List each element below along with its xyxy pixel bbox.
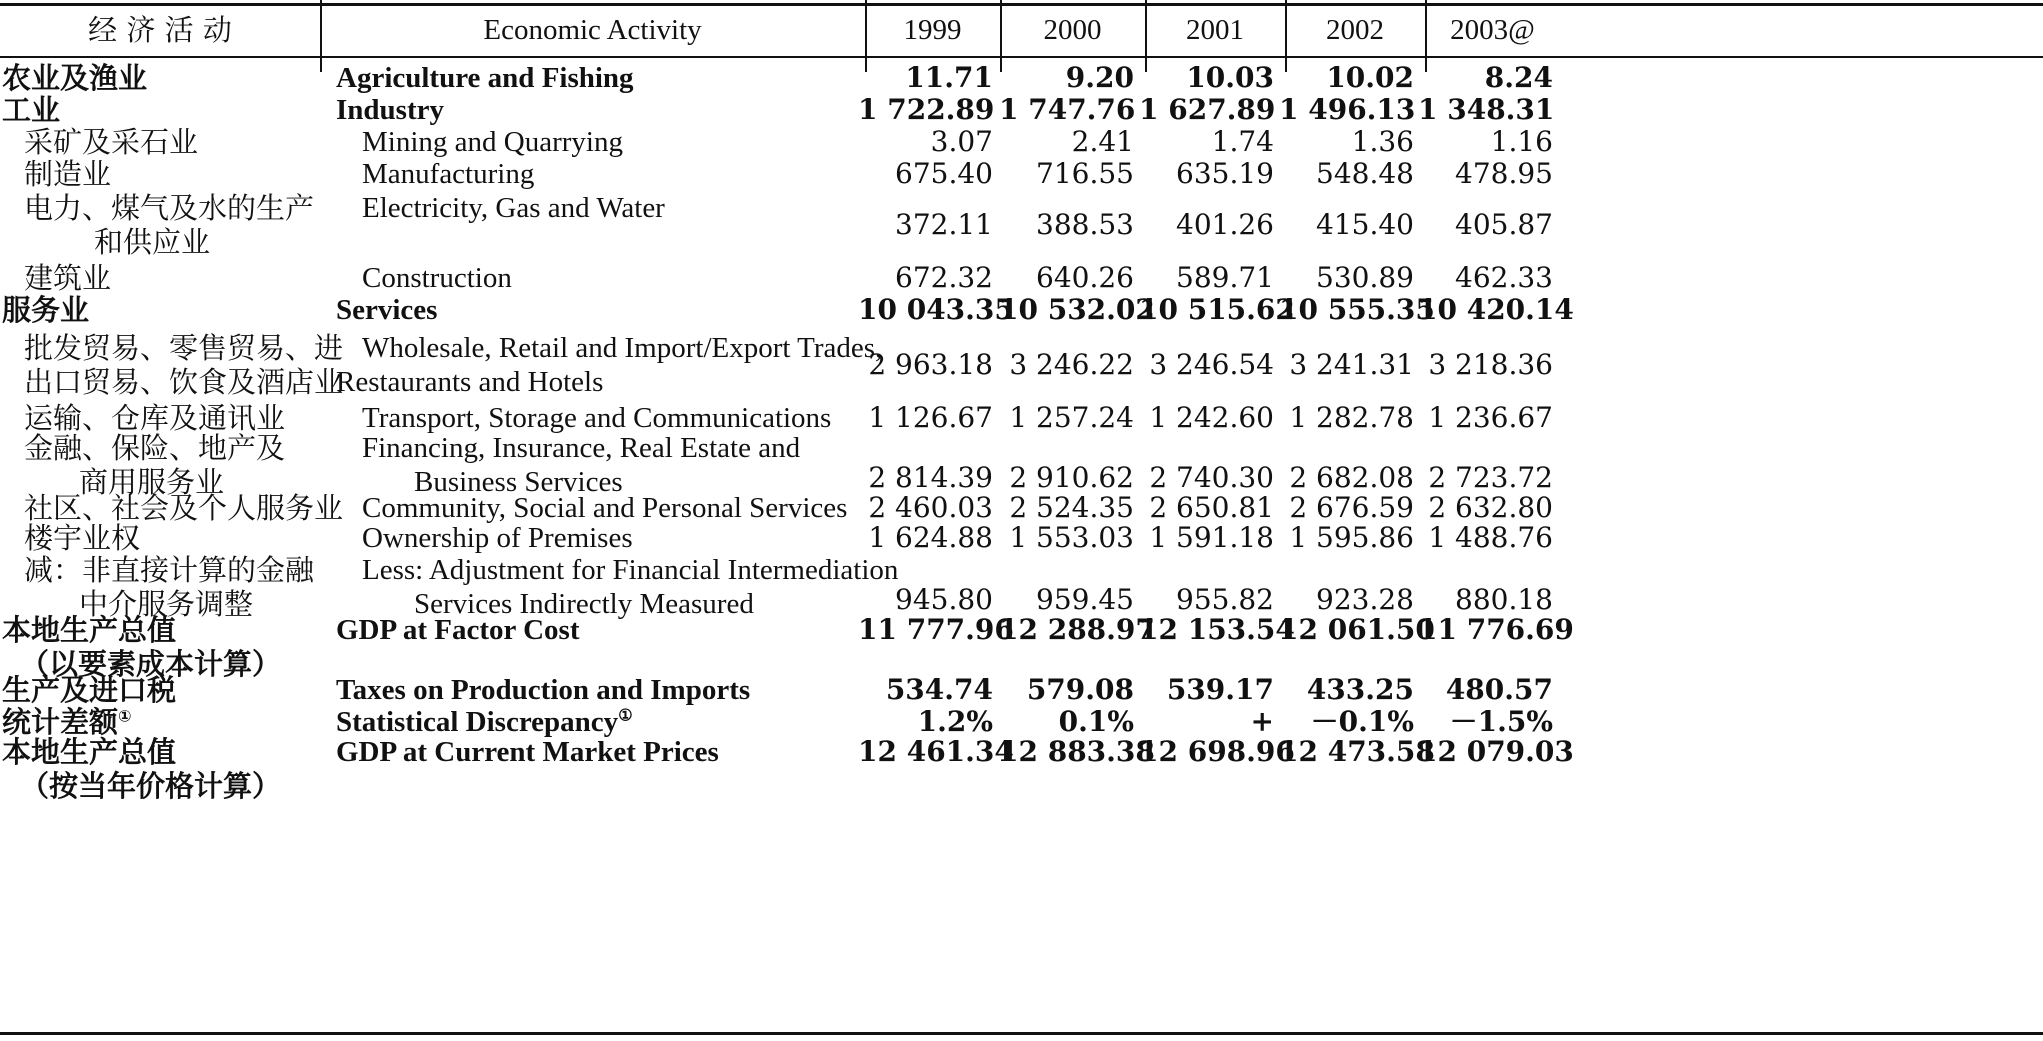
footnote-marker: ① [618,707,633,725]
table-cell-value: 480.57 [1445,673,1553,706]
table-cell-value: 11 777.96 [858,613,1014,646]
header-year-2003: 2003@ [1450,14,1535,46]
table-cell-value: 1 553.03 [1009,521,1134,554]
row-label-zh: （按当年价格计算） [20,769,282,803]
table-top-rule [0,3,2043,6]
table-cell-value: 1.16 [1490,125,1553,158]
table-cell-value: 1 242.60 [1149,401,1274,434]
table-cell-value: 2 460.03 [868,491,993,524]
table-cell-value: 388.53 [1036,208,1134,241]
header-year-2002: 2002 [1326,14,1384,46]
row-label-en: Construction [362,262,512,294]
table-cell-value: 880.18 [1455,583,1553,616]
table-cell-value: 635.19 [1176,157,1274,190]
table-cell-value: 9.20 [1065,61,1134,94]
row-label-zh: 出口贸易、饮食及酒店业 [24,365,344,399]
row-label-en: Financing, Insurance, Real Estate and [362,432,801,464]
table-cell-value: 579.08 [1026,673,1134,706]
table-cell-value: 716.55 [1036,157,1134,190]
footnote-marker: ① [118,706,132,726]
row-label-en: Mining and Quarrying [362,126,623,158]
table-bottom-rule [0,1032,2043,1035]
row-label-zh: 减：非直接计算的金融 [24,553,315,587]
table-cell-value: 2 632.80 [1428,491,1553,524]
table-cell-value: 2 814.39 [868,461,993,494]
table-cell-value: 462.33 [1455,261,1553,294]
header-zh: 经 济 活 动 [88,13,232,47]
row-label-en: Electricity, Gas and Water [362,192,665,224]
table-cell-value: 3 218.36 [1428,348,1553,381]
table-cell-value: 8.24 [1484,61,1553,94]
row-label-en: Ownership of Premises [362,522,633,554]
row-label-zh: 电力、煤气及水的生产 [24,191,315,225]
table-cell-value: 10.03 [1186,61,1274,94]
row-label-en: Services Indirectly Measured [414,588,754,620]
table-cell-value: 478.95 [1455,157,1553,190]
table-cell-value: 3 246.22 [1009,348,1134,381]
row-label-zh: 商用服务业 [79,465,225,499]
table-cell-value: 945.80 [895,583,993,616]
table-cell-value: 959.45 [1036,583,1134,616]
table-cell-value: 2.41 [1071,125,1134,158]
table-cell-value: 589.71 [1176,261,1274,294]
table-cell-value: 1 257.24 [1009,401,1134,434]
table-cell-value: 10 043.35 [858,293,1014,326]
table-cell-value: 12 698.96 [1139,735,1295,768]
table-cell-value: 405.87 [1455,208,1553,241]
table-cell-value: 1 236.67 [1428,401,1553,434]
row-label-zh: （以要素成本计算） [20,647,282,681]
row-label-en: Statistical Discrepancy① [336,706,633,738]
table-cell-value: 12 061.50 [1279,613,1435,646]
row-label-zh: 制造业 [24,157,112,191]
row-label-zh: 建筑业 [24,261,112,295]
row-label-zh: 统计差额① [2,705,132,739]
table-cell-value: 2 723.72 [1428,461,1553,494]
table-cell-value: 672.32 [895,261,993,294]
row-label-zh: 农业及渔业 [2,61,148,95]
row-label-zh: 本地生产总值 [2,613,177,647]
table-cell-value: 2 740.30 [1149,461,1274,494]
row-label-en: Less: Adjustment for Financial Intermediation [362,554,899,586]
row-label-zh: 金融、保险、地产及 [24,431,286,465]
table-cell-value: 1 624.88 [868,521,993,554]
row-label-zh: 采矿及采石业 [24,125,199,159]
table-cell-value: 1 591.18 [1149,521,1274,554]
table-cell-value: 539.17 [1166,673,1274,706]
table-cell-value: 2 910.62 [1009,461,1134,494]
table-cell-value: 1 488.76 [1428,521,1553,554]
table-cell-value: 1 747.76 [999,93,1136,126]
table-cell-value: 1.36 [1351,125,1414,158]
table-cell-value: 10 420.14 [1418,293,1574,326]
table-cell-value: 3 246.54 [1149,348,1274,381]
table-cell-value: 2 650.81 [1149,491,1274,524]
table-cell-value: 12 461.34 [858,735,1014,768]
row-label-en: Community, Social and Personal Services [362,492,848,524]
row-label-en: Services [336,294,438,326]
header-year-1999: 1999 [903,14,962,46]
table-cell-value: 2 676.59 [1289,491,1414,524]
table-cell-value: 433.25 [1306,673,1414,706]
table-cell-value: 401.26 [1176,208,1274,241]
row-label-zh: 楼宇业权 [24,521,141,555]
table-cell-value: 1 722.89 [858,93,995,126]
table-cell-value: 1 595.86 [1289,521,1414,554]
table-cell-value: 534.74 [885,673,993,706]
table-cell-value: 1 627.89 [1139,93,1276,126]
table-cell-value: 10.02 [1326,61,1414,94]
row-label-zh: 和供应业 [94,225,211,259]
table-cell-value: 12 288.97 [999,613,1155,646]
table-cell-value: 1 348.31 [1418,93,1555,126]
header-en: Economic Activity [483,14,702,46]
row-label-zh: 本地生产总值 [2,735,177,769]
table-cell-value: 11 776.69 [1418,613,1574,646]
row-label-en: Taxes on Production and Imports [336,674,751,706]
row-label-en: Industry [336,94,444,126]
header-year-2000: 2000 [1043,14,1102,46]
row-label-zh: 服务业 [2,293,90,327]
table-cell-value: 415.40 [1316,208,1414,241]
row-label-en: Transport, Storage and Communications [362,402,832,434]
table-cell-value: 530.89 [1316,261,1414,294]
table-cell-value: 1.2% [917,705,993,738]
table-cell-value: 10 555.35 [1279,293,1435,326]
table-cell-value: 3.07 [930,125,993,158]
table-cell-value: －0.1% [1310,705,1414,738]
table-cell-value: + [1250,705,1274,738]
table-cell-value: 3 241.31 [1289,348,1414,381]
table-cell-value: 12 079.03 [1418,735,1574,768]
row-label-en: Manufacturing [362,158,535,190]
table-cell-value: 10 515.62 [1139,293,1295,326]
table-cell-value: 12 883.38 [999,735,1155,768]
table-cell-value: 1.74 [1211,125,1274,158]
row-label-en: Wholesale, Retail and Import/Export Trades, [362,332,883,364]
table-cell-value: 10 532.02 [999,293,1155,326]
table-cell-value: 1 282.78 [1289,401,1414,434]
table-cell-value: 675.40 [895,157,993,190]
table-cell-value: 2 963.18 [868,348,993,381]
header-year-2001: 2001 [1186,14,1244,46]
table-cell-value: 955.82 [1176,583,1274,616]
row-label-en: Business Services [414,466,623,498]
table-cell-value: 2 682.08 [1289,461,1414,494]
table-cell-value: 372.11 [895,208,993,241]
table-cell-value: 923.28 [1316,583,1414,616]
row-label-en: GDP at Current Market Prices [336,736,719,768]
table-cell-value: 12 473.58 [1279,735,1435,768]
table-cell-value: 12 153.54 [1139,613,1295,646]
row-label-zh: 运输、仓库及通讯业 [24,401,286,435]
row-label-zh: 中介服务调整 [79,587,254,621]
row-label-en: GDP at Factor Cost [336,614,580,646]
header-bottom-rule [0,56,2043,58]
table-cell-value: 2 524.35 [1009,491,1134,524]
row-label-zh: 批发贸易、零售贸易、进 [24,331,344,365]
row-label-en: Agriculture and Fishing [336,62,634,94]
table-cell-value: 1 126.67 [868,401,993,434]
table-cell-value: 11.71 [905,61,993,94]
row-label-zh: 生产及进口税 [2,673,177,707]
table-cell-value: －1.5% [1449,705,1553,738]
table-cell-value: 640.26 [1036,261,1134,294]
table-cell-value: 1 496.13 [1279,93,1416,126]
row-label-zh: 社区、社会及个人服务业 [24,491,344,525]
row-label-en: Restaurants and Hotels [336,366,604,398]
row-label-zh: 工业 [2,93,61,127]
table-cell-value: 548.48 [1316,157,1414,190]
table-cell-value: 0.1% [1058,705,1134,738]
